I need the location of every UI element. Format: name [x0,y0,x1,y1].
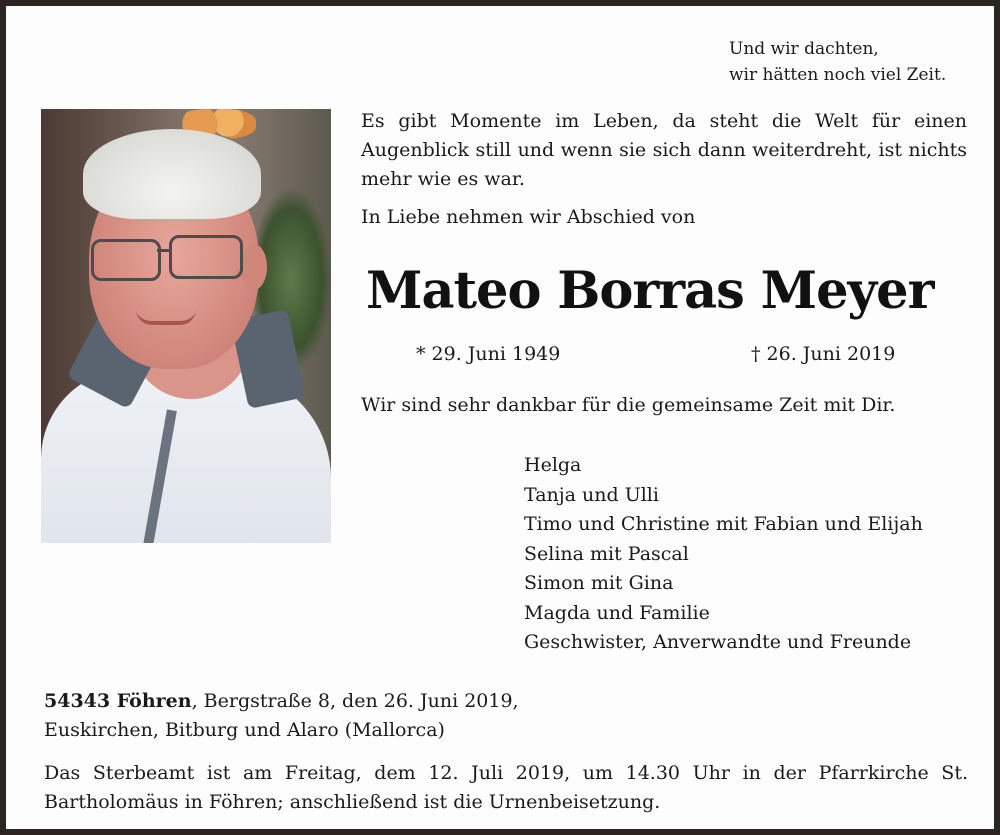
mourner: Geschwister, Anverwandte und Freunde [524,631,912,653]
address-rest: , Bergstraße 8, den 26. Juni 2019, [191,690,519,712]
death-date: † 26. Juni 2019 [751,343,896,365]
mourner: Simon mit Gina [524,572,674,594]
service-info: Das Sterbeamt ist am Freitag, dem 12. Juli 2019, um 14.30 Uhr in der Pfarrkirche St. Bartholomäus in Föhren; anschließend ist die Urnenbeisetzung. [44,762,968,813]
mourner: Timo und Christine mit Fabian und Elijah [524,513,923,535]
address-place: 54343 Föhren [44,690,192,712]
deceased-name: Mateo Borras Meyer [366,261,934,321]
photo-ear [241,244,267,290]
epigraph [729,36,946,88]
photo-mouth [136,309,196,325]
portrait-photo [41,109,331,543]
birth-date: * 29. Juni 1949 [416,343,561,365]
epigraph-line-1: Und wir dachten, [729,39,879,59]
mourner: Helga [524,454,582,476]
mourner: Magda und Familie [524,601,710,624]
intro-text: Es gibt Momente im Leben, da steht die Welt für einen Augenblick still und wenn sie sich dann weiterdreht, ist nichts mehr wie es war. [361,110,967,190]
photo-glasses-right [169,235,243,279]
photo-glasses-left [91,239,161,281]
photo-hair [83,129,261,219]
farewell-text: In Liebe nehmen wir Abschied von [361,206,696,228]
photo-glasses-bridge [157,249,171,252]
mourner: Tanja und Ulli [524,483,659,506]
address-line [44,687,519,716]
epigraph-line-2: wir hätten noch viel Zeit. [729,65,947,85]
thanks-text: Wir sind sehr dankbar für die gemeinsame Zeit mit Dir. [361,394,896,416]
mourners-list [524,451,923,658]
address-cities: Euskirchen, Bitburg und Alaro (Mallorca) [44,719,445,741]
mourner: Selina mit Pascal [524,542,689,565]
